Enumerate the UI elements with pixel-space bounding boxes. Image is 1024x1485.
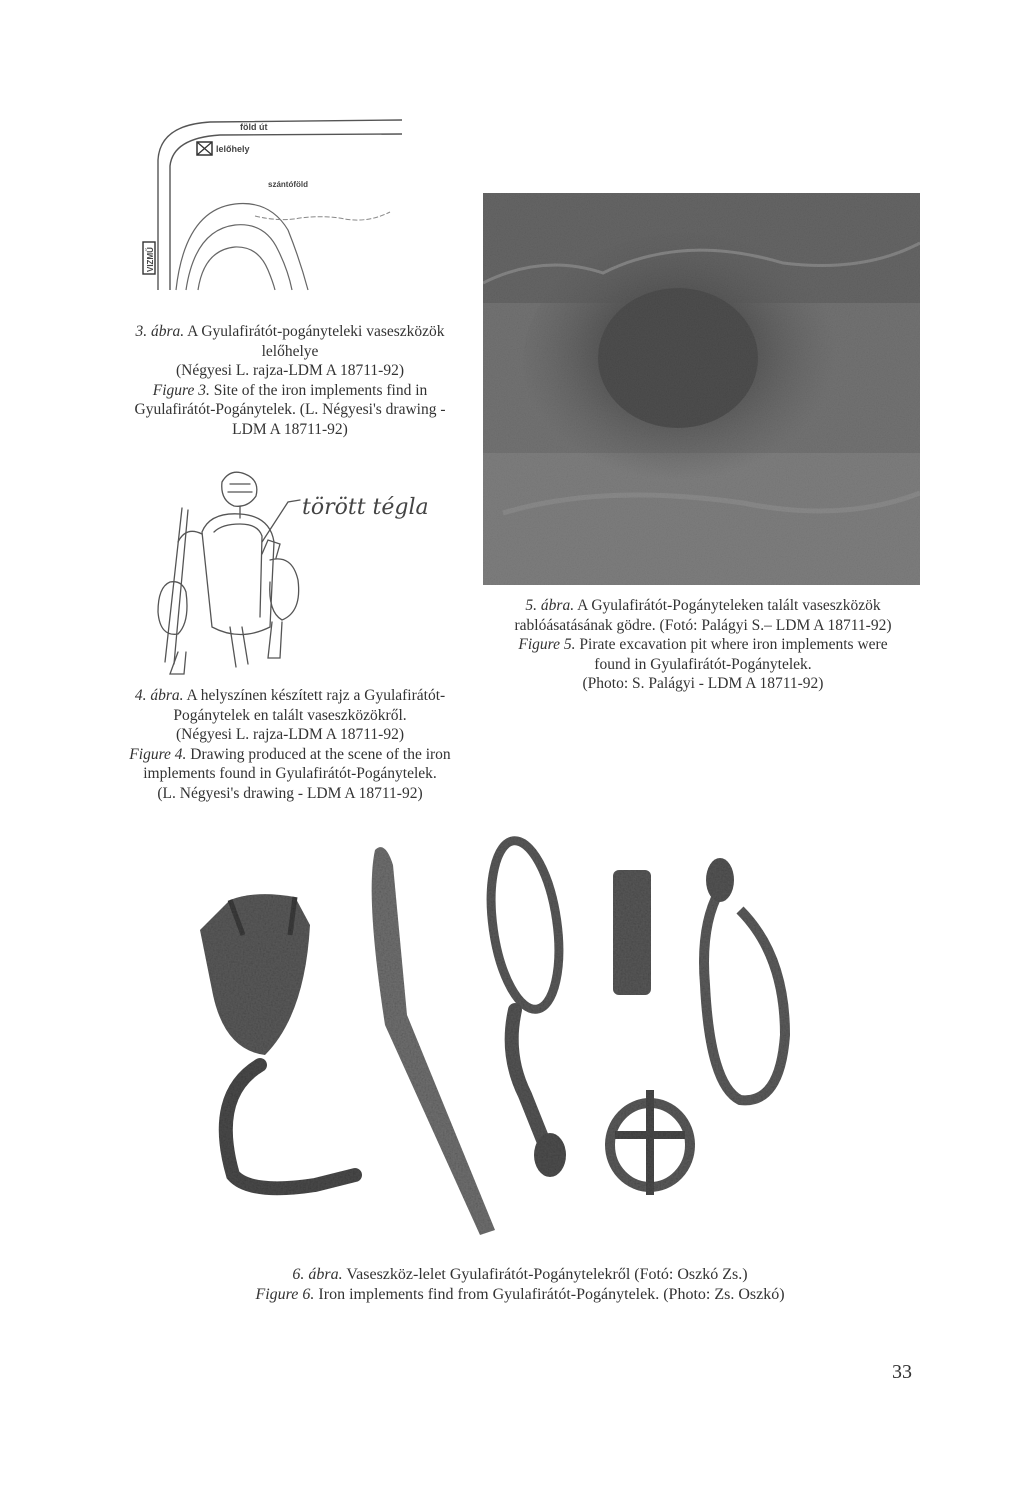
figure3-hu-number: 3. ábra. [135,323,185,340]
figure3-en-number: Figure 3. [152,381,210,399]
loop-implement-1 [481,836,568,1013]
figure5-hu-text: A Gyulafirátót-Pogányteleken talált vaseszközök [577,597,881,614]
site-map [140,100,410,315]
figure4-en-text-2: implements found in Gyulafirátót-Pogánytelek. [143,765,437,782]
figure5-hu-text-2: rablóásatásának gödre. (Fotó: Palágyi S.– LDM A 18711-92) [514,616,892,634]
figure4-hu-number: 4. ábra. [134,687,184,704]
figure5-caption [478,596,928,694]
figure5-hu-number: 5. ábra. [525,597,575,614]
figure3-hu-text: A Gyulafirátót-pogányteleki vaseszközök [187,323,445,340]
figure5-en-text: Pirate excavation pit where iron implements were [579,636,888,653]
figure4-en-number: Figure 4. [129,745,187,763]
iron-implements-photo [195,835,810,1250]
field-sketch [130,462,430,677]
sketch-handwritten-note: törött tégla [302,495,429,520]
excavation-pit-photo [483,193,920,585]
figure4-hu-text-2: Pogánytelek en talált vaseszközökről. [173,706,407,724]
figure3-en-text: Site of the iron implements find in [213,381,428,399]
figure4-hu-text: A helyszínen készített rajz a Gyulafirátót- [186,687,446,704]
figure6-hu-number: 6. ábra. [292,1266,343,1283]
figure3-caption [125,322,455,439]
sickle-hook [226,1065,355,1188]
knife-blade [372,847,495,1235]
figure3-en-credit: LDM A 18711-92) [232,420,348,438]
water-label: VIZMŰ [146,247,155,272]
figure6-en-text: Iron implements find from Gyulafirátót-Pogánytelek. (Photo: Zs. Oszkó) [318,1285,785,1303]
figure4-hu-credit: (Négyesi L. rajza-LDM A 18711-92) [176,726,404,743]
figure5-en-text-2: found in Gyulafirátót-Pogánytelek. [594,655,812,673]
page-number: 33 [892,1361,912,1383]
figure3-hu-text-2: lelőhelye [261,342,319,360]
small-iron-bar [613,870,651,995]
road-label: föld út [240,122,268,132]
figure6-caption [150,1265,890,1304]
figure6-hu-text: Vaseszköz-lelet Gyulafirátót-Pogánytelekről (Fotó: Oszkó Zs.) [346,1266,748,1283]
loop-implement-2 [704,890,785,1100]
site-label: lelőhely [216,144,250,154]
figure5-en-number: Figure 5. [518,636,576,653]
field-label: szántóföld [268,180,308,189]
figure4-caption [105,686,475,803]
figure3-en-text-2: Gyulafirátót-Pogánytelek. (L. Négyesi's drawing - [134,401,446,418]
figure6-en-number: Figure 6. [255,1285,315,1303]
figure5-en-credit: (Photo: S. Palágyi - LDM A 18711-92) [582,675,824,692]
figure4-en-text: Drawing produced at the scene of the iron [190,745,451,763]
figure3-hu-credit: (Négyesi L. rajza-LDM A 18711-92) [176,362,404,379]
figure4-en-credit: (L. Négyesi's drawing - LDM A 18711-92) [157,784,423,802]
